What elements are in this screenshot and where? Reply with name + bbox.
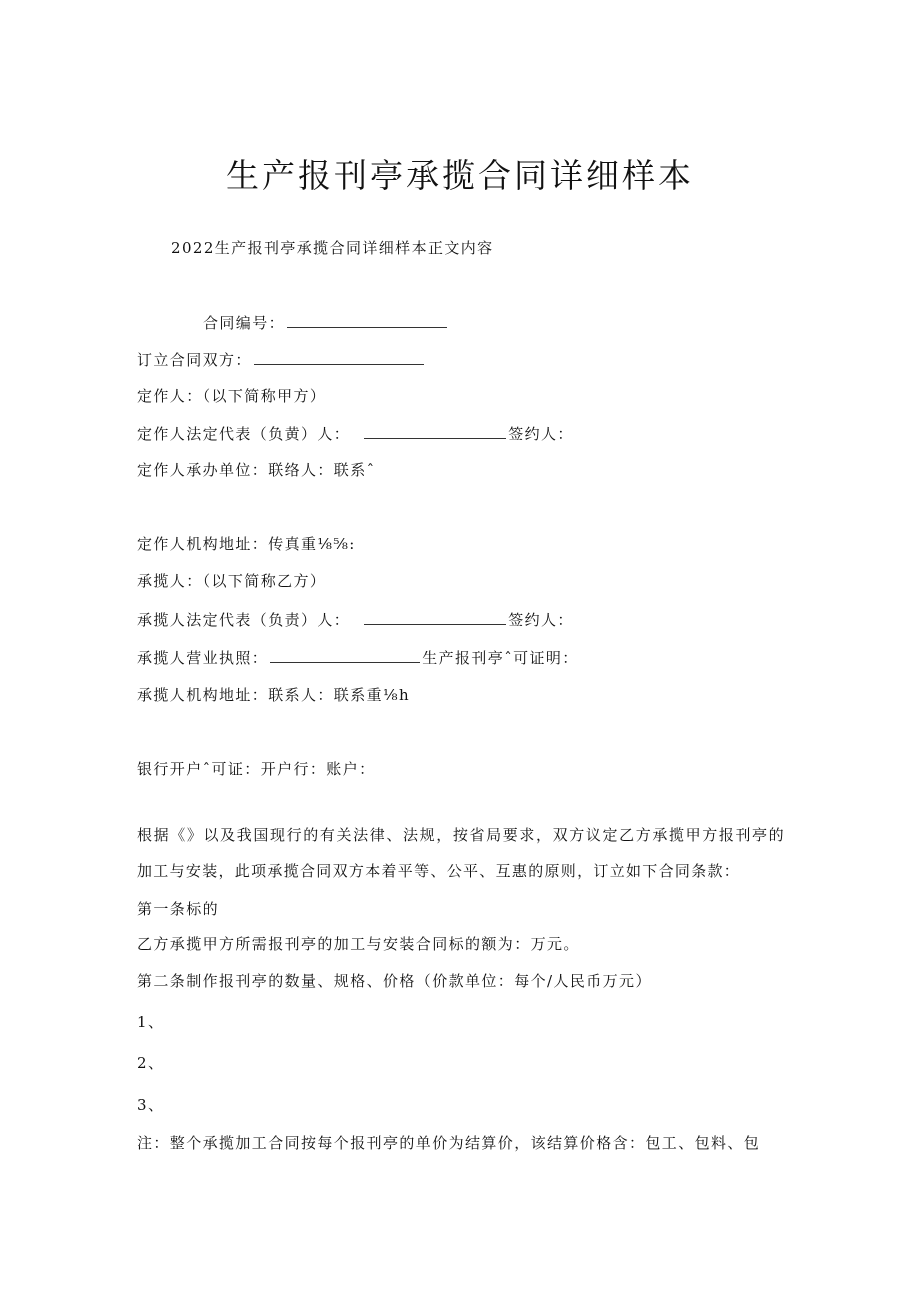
article-1-body: 乙方承揽甲方所需报刊亭的加工与安装合同标的额为：万元。 bbox=[137, 935, 580, 953]
party-b-license-blank bbox=[270, 647, 420, 663]
list-item-3: 3、 bbox=[137, 1096, 165, 1114]
party-b-license-label: 承揽人营业执照： bbox=[137, 649, 269, 667]
contract-number-line bbox=[203, 312, 449, 333]
parties-line bbox=[137, 349, 426, 370]
party-b-permit-label: 生产报刊亭ˆ可证明： bbox=[422, 649, 579, 667]
note-line: 注：整个承揽加工合同按每个报刊亭的单价为结算价，该结算价格含：包工、包料、包 bbox=[137, 1134, 761, 1152]
party-a-rep-blank bbox=[364, 423, 506, 439]
party-a-signer-label: 签约人： bbox=[508, 425, 574, 443]
party-b-license-line bbox=[137, 647, 579, 668]
document-subtitle: 2022生产报刊亭承揽合同详细样本正文内容 bbox=[171, 239, 494, 257]
party-b-rep-blank bbox=[364, 609, 506, 625]
intro-paragraph: 根据《》以及我国现行的有关法律、法规，按省局要求，双方议定乙方承揽甲方报刊亭的加工与安装，此项承揽合同双方本着平等、公平、互惠的原则，订立如下合同条款： bbox=[137, 826, 785, 880]
party-b-line: 承揽人：（以下简称乙方） bbox=[137, 572, 327, 590]
article-1-title: 第一条标的 bbox=[137, 900, 220, 918]
parties-blank bbox=[254, 349, 424, 365]
party-a-rep-line bbox=[137, 423, 574, 444]
party-a-line: 定作人：（以下简称甲方） bbox=[137, 387, 327, 405]
bank-line: 银行开户ˆ可证：开户行：账户： bbox=[137, 760, 376, 778]
article-2-title: 第二条制作报刊亭的数量、规格、价格（价款单位：每个/人民币万元） bbox=[137, 972, 652, 990]
party-b-rep-line bbox=[137, 609, 574, 630]
list-item-2: 2、 bbox=[137, 1054, 165, 1072]
parties-label: 订立合同双方： bbox=[137, 351, 252, 369]
party-b-address-line: 承揽人机构地址：联系人：联系重⅛h bbox=[137, 686, 411, 704]
party-b-signer-label: 签约人： bbox=[508, 611, 574, 629]
contract-number-blank bbox=[287, 312, 447, 328]
contract-number-label: 合同编号： bbox=[203, 314, 286, 332]
document-title: 生产报刊亭承揽合同详细样本 bbox=[226, 156, 694, 195]
party-a-address-line: 定作人机构地址：传真重⅛⅝: bbox=[137, 535, 356, 553]
party-a-rep-label: 定作人法定代表（负黄）人： bbox=[137, 425, 351, 443]
list-item-1: 1、 bbox=[137, 1013, 165, 1031]
party-a-unit-line: 定作人承办单位：联络人：联系ˆ bbox=[137, 461, 376, 479]
party-b-rep-label: 承揽人法定代表（负责）人： bbox=[137, 611, 351, 629]
